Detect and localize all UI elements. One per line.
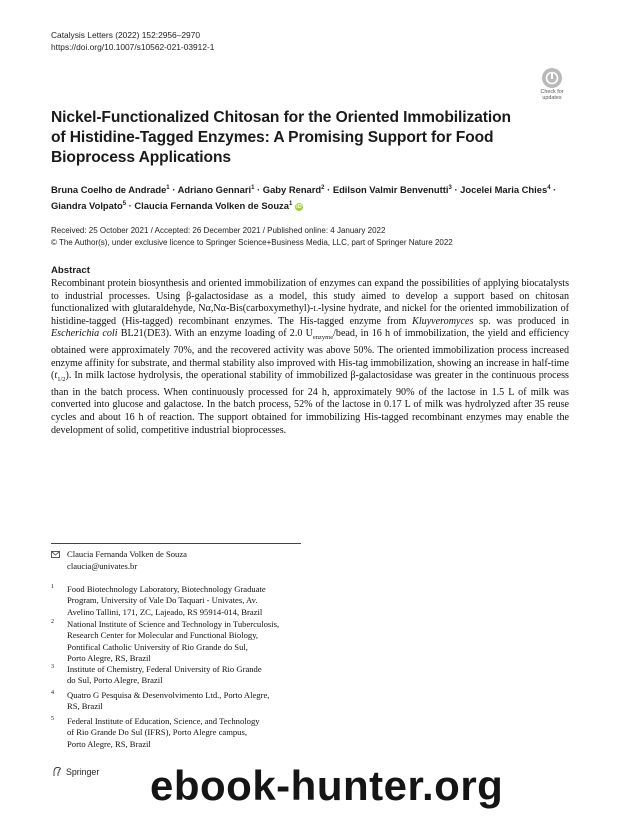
abstract-segment: sp. was produced in — [473, 315, 569, 327]
author-affiliation-number: 1 — [251, 185, 255, 191]
title-line: Nickel-Functionalized Chitosan for the Oriented Immobilization — [51, 109, 511, 126]
affiliation-line: Program, University of Vale Do Taquari - Univates, Av. — [67, 595, 258, 606]
watermark-text: ebook-hunter.org — [150, 762, 504, 809]
article-title — [51, 108, 531, 168]
affiliation-number: 2 — [51, 619, 54, 625]
affiliation — [51, 664, 311, 687]
abstract-segment: Recombinant protein biosynthesis and oriented immobilization of enzymes can expand the possibilities of applying biocatalysts to industrial processes. Using β-galactosidase as a model, this study aimed to develop a support based on chitosan functionalized with glutaraldehyde, Nα,Nα-Bis(carboxymethyl)- — [51, 278, 569, 315]
publication-dates — [51, 225, 453, 248]
author-affiliation-number: 1 — [288, 201, 293, 208]
abstract-segment: BL21(DE3). With an enzyme loading of 2.0 U — [117, 328, 313, 340]
affiliation — [51, 584, 311, 618]
author-separator: · — [172, 184, 176, 196]
affiliation-number: 5 — [51, 716, 54, 722]
title-line: Bioprocess Applications — [51, 149, 231, 166]
affiliation-line: Quatro G Pesquisa & Desenvolvimento Ltd., Porto Alegre, — [67, 690, 270, 700]
author-affiliation-number: 3 — [448, 185, 452, 191]
corresponding-author-email[interactable]: claucia@univates.br — [67, 560, 138, 571]
corresponding-author-name: Claucia Fernanda Volken de Souza — [67, 549, 187, 559]
abstract-segment: /bead, in 16 h of immobilization, the yield and efficiency obtained were approximately 70%, and the recovered activity was above 50%. The oriented immobilization process increased enzyme affinity for substrate, and thermal stability also improved with His-tag immobilization, showing an increase in half-time ( — [51, 328, 569, 382]
abstract-variable: t — [54, 370, 58, 382]
species-name: Escherichia coli — [51, 328, 118, 340]
author-affiliation-number: 1 — [166, 185, 170, 191]
affiliation-line: Food Biotechnology Laboratory, Biotechnology Graduate — [67, 584, 266, 594]
affiliation — [51, 716, 311, 750]
check-updates-icon — [542, 68, 562, 88]
history-dates: Received: 25 October 2021 / Accepted: 26 December 2021 / Published online: 4 January 2022 — [51, 226, 386, 235]
abstract-segment: -lysine hydrate, and nickel for the oriented immobilization of histidine-tagged (His-tagged) recombinant enzymes. The His-tagged enzyme from — [51, 303, 569, 327]
affiliation-number: 3 — [51, 664, 54, 670]
orcid-icon[interactable]: iD — [296, 204, 302, 211]
corresponding-author — [51, 549, 187, 572]
author-name[interactable]: Claucia Fernanda Volken de Souza — [134, 200, 289, 212]
copyright-notice: © The Author(s), under exclusive licence to Springer Science+Business Media, LLC, part of Springer Nature 2022 — [51, 237, 453, 247]
affiliation-line: Porto Alegre, RS, Brazil — [67, 738, 151, 749]
envelope-icon — [51, 550, 60, 559]
affiliation-line: Institute of Chemistry, Federal University of Rio Grande — [67, 664, 262, 674]
springer-horse-icon — [52, 766, 62, 777]
abstract-subscript: enzyme — [312, 334, 334, 342]
author-separator: · — [128, 200, 132, 212]
author-list — [51, 181, 571, 213]
affiliation — [51, 690, 311, 713]
title-line: of Histidine-Tagged Enzymes: A Promising Support for Food — [51, 129, 494, 146]
abstract-segment: ). In milk lactose hydrolysis, the operational stability of immobilized β-galactosidase was greater in the continuous process than in the batch process. When continuously processed for 24 h, approximately 90% of the lactose in 1.5 L of milk was converted into glucose and galactose. In the batch process, 52% of the lactose in 0.17 L of milk was hydrolyzed after 35 reuse cycles and about 16 h of reaction. The support obtained for immobilizing His-tagged recombinant enzymes may enable the development of solid, competitive industrial bioprocesses. — [51, 370, 569, 436]
journal-citation: Catalysis Letters (2022) 152:2956–2970 — [51, 30, 200, 40]
affiliation-line: Pontifical Catholic University of Rio Grande do Sul, — [67, 641, 248, 652]
affiliation-line: Avelino Tallini, 171, ZC, Lajeado, RS 95914-014, Brazil — [67, 606, 263, 617]
affiliation-number: 1 — [51, 584, 54, 590]
affiliation-line: Federal Institute of Education, Science, and Technology — [67, 716, 260, 726]
journal-info — [51, 30, 214, 53]
affiliation-line: Porto Alegre, RS, Brazil — [67, 653, 151, 664]
author-separator: · — [327, 184, 331, 196]
check-updates-text-1: Check for — [540, 89, 564, 95]
affiliation-line: National Institute of Science and Technology in Tuberculosis, — [67, 619, 280, 629]
check-updates-text-2: updates — [542, 95, 562, 101]
author-separator: · — [257, 184, 261, 196]
species-name: Kluyveromyces — [412, 315, 474, 327]
affiliation-line: of Rio Grande Do Sul (IFRS), Porto Alegre campus, — [67, 727, 247, 738]
affiliation-number: 4 — [51, 690, 54, 696]
publisher-logo — [52, 766, 99, 777]
check-for-updates-badge[interactable] — [538, 68, 566, 102]
author-name[interactable]: Bruna Coelho de Andrade — [51, 184, 167, 196]
author-affiliation-number: 5 — [122, 201, 127, 208]
abstract-text — [51, 278, 569, 437]
footnote-divider — [51, 543, 301, 544]
author-name[interactable]: Gaby Renard — [262, 184, 322, 196]
author-separator: · — [454, 184, 458, 196]
author-separator: · — [553, 184, 557, 196]
author-name[interactable]: Adriano Gennari — [177, 184, 252, 196]
abstract-heading: Abstract — [51, 265, 90, 276]
publisher-name: Springer — [66, 766, 100, 777]
affiliation-line: do Sul, Porto Alegre, Brazil — [67, 675, 163, 686]
doi-link[interactable]: https://doi.org/10.1007/s10562-021-03912-1 — [51, 41, 215, 52]
affiliation — [51, 619, 311, 665]
author-name[interactable]: Edilson Valmir Benvenutti — [332, 184, 449, 196]
author-name[interactable]: Jocelei Maria Chies — [460, 184, 548, 196]
author-affiliation-number: 4 — [547, 185, 551, 191]
affiliation-line: Research Center for Molecular and Functional Biology, — [67, 630, 259, 641]
author-affiliation-number: 2 — [321, 185, 325, 191]
author-name[interactable]: Giandra Volpato — [51, 200, 123, 212]
affiliation-line: RS, Brazil — [67, 701, 103, 712]
abstract-smallcaps: L — [313, 304, 318, 314]
abstract-subscript: 1/2 — [57, 376, 66, 384]
